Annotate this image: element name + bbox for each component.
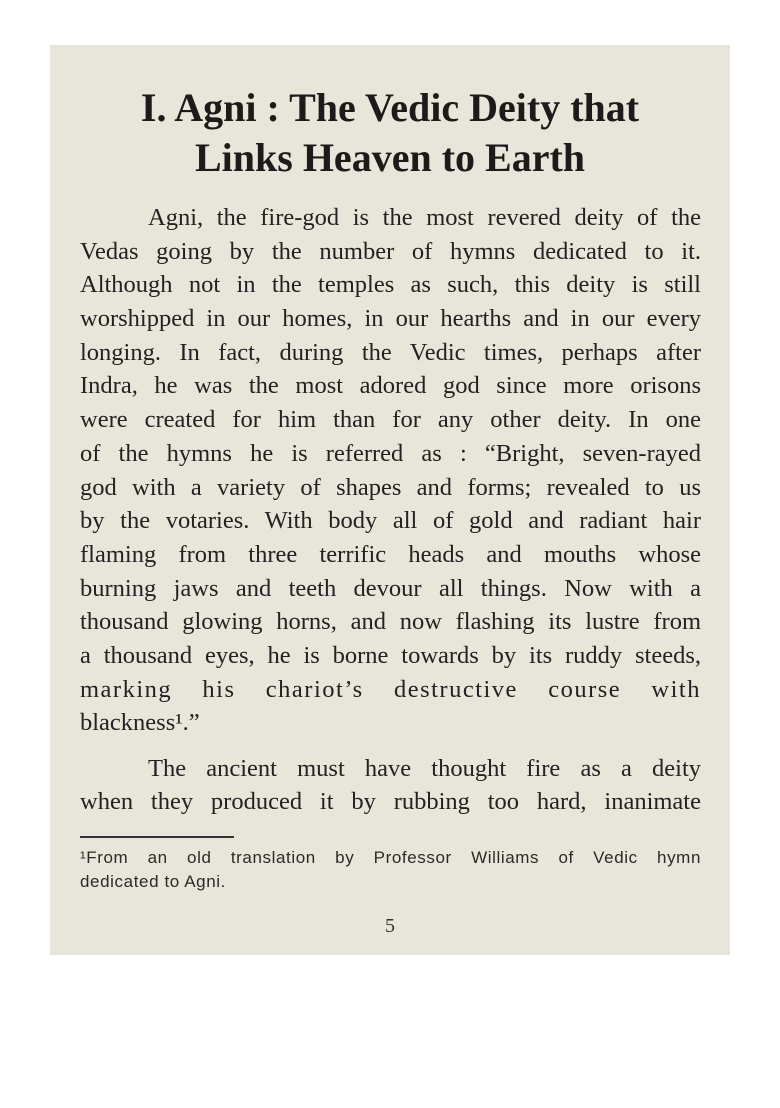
body-line: worshipped in our homes, in our hearths and in our every <box>80 305 701 332</box>
book-page <box>50 45 730 955</box>
body-line: longing. In fact, during the Vedic times, perhaps after <box>80 339 701 366</box>
body-line: thousand glowing horns, and now flashing its lustre from <box>80 608 701 635</box>
body-line: a thousand eyes, he is borne towards by its ruddy steeds, <box>80 642 701 669</box>
body-line: were created for him than for any other deity. In one <box>80 406 701 433</box>
chapter-title-line-1: I. Agni : The Vedic Deity that <box>140 85 640 130</box>
footnote-line-2: dedicated to Agni. <box>80 872 226 891</box>
footnote-line-1: ¹From an old translation by Professor Williams of Vedic hymn <box>80 848 701 867</box>
body-line: blackness¹.” <box>80 709 200 736</box>
body-line: marking his chariot’s destructive course with <box>80 676 701 703</box>
chapter-title-line-2: Links Heaven to Earth <box>194 135 586 180</box>
body-line: Agni, the fire-god is the most revered deity of the <box>148 204 701 231</box>
body-line: burning jaws and teeth devour all things. Now with a <box>80 575 701 602</box>
body-line: Although not in the temples as such, this deity is still <box>80 271 701 298</box>
body-line: by the votaries. With body all of gold and radiant hair <box>80 507 701 534</box>
body-line: The ancient must have thought fire as a deity <box>148 755 701 782</box>
body-line: of the hymns he is referred as : “Bright, seven-rayed <box>80 440 701 467</box>
body-line: Indra, he was the most adored god since more orisons <box>80 372 701 399</box>
body-line: Vedas going by the number of hymns dedicated to it. <box>80 238 701 265</box>
page-number: 5 <box>385 915 395 937</box>
footnote-divider <box>80 836 234 838</box>
body-line: god with a variety of shapes and forms; revealed to us <box>80 474 701 501</box>
body-line: flaming from three terrific heads and mouths whose <box>80 541 701 568</box>
body-line: when they produced it by rubbing too hard, inanimate <box>80 788 701 815</box>
